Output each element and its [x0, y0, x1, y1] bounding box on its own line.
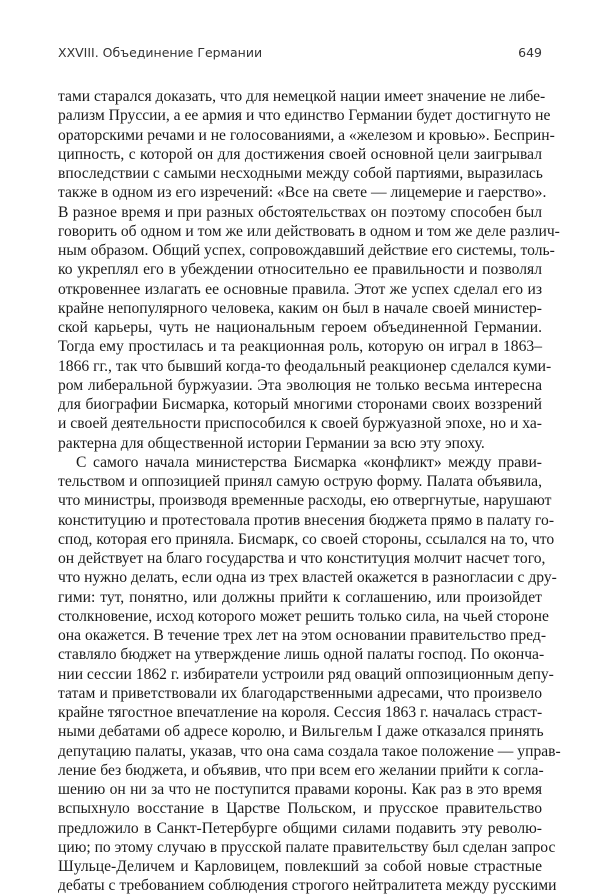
text-line: он действует на благо государства и что конституция молчит насчет того, [58, 550, 546, 567]
running-header [58, 45, 542, 65]
chapter-title: XXVIII. Объединение Германии [58, 45, 263, 60]
text-line: столкновение, исход которого может решить только сила, на чьей стороне [58, 607, 549, 625]
text-line: нии сессии 1862 г. избиратели устроили ряд оваций оппозиционным депу- [58, 665, 554, 683]
page-number: 649 [518, 45, 542, 60]
text-line: дебаты с требованием соблюдения строгого нейтралитета между русскими [58, 877, 557, 895]
text-line: крайне тягостное впечатление на короля. Сессия 1863 г. началась страст- [58, 704, 543, 721]
text-line: татам и приветствовали их благодарственными адресами, что произвело [58, 684, 542, 702]
text-line: ской карьеры, чуть не национальным героем объединенной Германии. [58, 319, 542, 336]
body-text [58, 87, 561, 896]
text-line: ципность, с которой он для достижения своей основной цели заигрывал [58, 145, 542, 163]
text-line: что министры, производя временные расходы, ею отвергнутые, нарушают [58, 492, 552, 510]
text-line: ко укреплял его в убеждении относительно ее правильности и позволял [58, 261, 542, 279]
text-line: 1866 гг., так что бывший когда-то феодальный реакционер сделался куми- [58, 357, 552, 375]
text-line: говорить об одном и том же или действовать в одном и том же деле различ- [58, 222, 560, 240]
text-line: также в одном из его изречений: «Все на свете — лицемерие и гаерство». [58, 184, 547, 202]
text-line: рактерна для общественной истории Германии за всю эту эпоху. [58, 434, 485, 452]
text-line: впоследствии с самыми несходными между собой партиями, выразилась [58, 165, 543, 182]
text-line: Шульце-Деличем и Карловицем, повлекший за собой новые страстные [58, 858, 542, 875]
text-line: Тогда ему простилась и та реакционная роль, которую он играл в 1863– [58, 338, 542, 356]
text-line: спод, которая его приняла. Бисмарк, со своей стороны, ссылался на то, что [58, 530, 555, 548]
text-line: вспыхнуло восстание в Царстве Польском, и прусское правительство [58, 800, 542, 818]
text-line: С самого начала министерства Бисмарка «конфликт» между прави- [76, 453, 542, 471]
text-line: В разное время и при разных обстоятельствах он поэтому способен был [58, 203, 542, 221]
text-line: откровеннее излагать ее основные правила. Этот же успех сделал его из [58, 280, 542, 298]
text-line: гими: тут, понятно, или должны прийти к соглашению, или произойдет [58, 588, 542, 606]
text-line: предложило в Санкт-Петербурге общими силами подавить эту револю- [58, 819, 542, 837]
text-line: тами старался доказать, что для немецкой нации имеет значение не либе- [58, 88, 546, 105]
text-line: шению он ни за что не поступится правами короны. Как раз в это время [58, 781, 542, 798]
text-line: ром либеральной буржуазии. Эта эволюция не только весьма интересна [58, 376, 542, 394]
text-line: она окажется. В течение трех лет на этом основании правительство пред- [58, 627, 547, 644]
text-line: рализм Пруссии, а ее армия и что единство Германии будет достигнуто не [58, 107, 551, 125]
text-line: что нужно делать, если одна из трех властей окажется в разногласии с дру- [58, 569, 557, 587]
text-line: для биографии Бисмарка, который многими сторонами своих воззрений [58, 396, 542, 413]
text-line: ным образом. Общий успех, сопровождавший действие его системы, толь- [58, 242, 555, 259]
text-line: тельством и оппозицией принял самую острую форму. Палата объявила, [58, 473, 542, 490]
text-line: и своей деятельности приспособился к своей буржуазной эпохе, но и ха- [58, 415, 542, 433]
text-line: депутацию палаты, указав, что она сама создала такое положение — управ- [58, 742, 561, 760]
text-line: ными дебатами об адресе королю, и Вильгельм I даже отказался принять [58, 723, 544, 741]
text-line: ораторскими речами и не голосованиями, а «железом и кровью». Бесприн- [58, 126, 555, 144]
text-line: конституцию и протестовала против внесения бюджета прямо в палату го- [58, 511, 555, 529]
text-line: цию; по этому случаю в прусской палате правительству был сделан запрос [58, 838, 556, 856]
text-line: ставляло бюджет на утверждение лишь одной палаты господ. По оконча- [58, 646, 545, 664]
text-line: крайне непопулярного человека, каким он был в начале своей министер- [58, 299, 542, 317]
text-line: ление без бюджета, и объявив, что при всем его желании прийти к согла- [58, 761, 544, 779]
